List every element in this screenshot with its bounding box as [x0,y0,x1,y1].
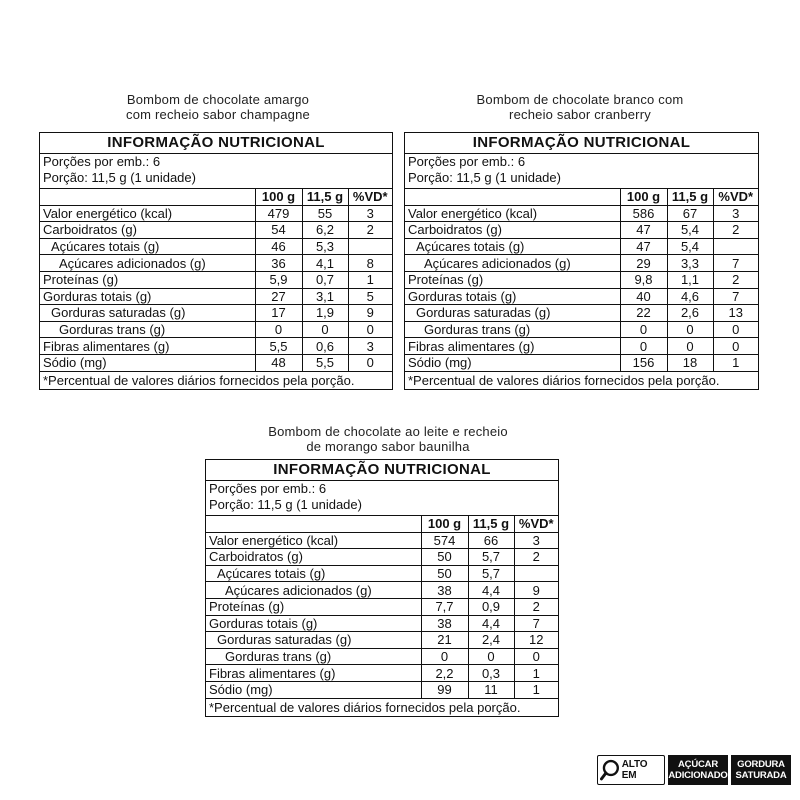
value-100g: 46 [255,238,302,255]
nutrient-label: Açúcares adicionados (g) [405,255,620,272]
value-100g: 48 [255,354,302,371]
value-100g: 50 [421,549,468,566]
nutrient-label: Proteínas (g) [40,271,255,288]
value-vd [514,565,558,582]
value-portion: 4,6 [667,288,713,305]
nutrient-label: Açúcares totais (g) [405,238,620,255]
table-row [40,288,392,305]
value-vd: 0 [713,338,758,355]
nutrition-table [206,515,558,699]
value-vd: 8 [348,255,392,272]
value-portion: 5,4 [667,222,713,239]
nutrient-label: Proteínas (g) [405,271,620,288]
value-vd: 0 [713,321,758,338]
caption-line: recheio sabor cranberry [509,107,651,122]
table-row [405,271,758,288]
blank-header [40,189,255,206]
seal-line: ADICIONADO [668,770,728,781]
nutrient-label: Açúcares totais (g) [206,565,421,582]
value-portion: 4,4 [468,615,514,632]
value-portion: 5,7 [468,549,514,566]
nutrient-label: Valor energético (kcal) [405,205,620,222]
column-header: 11,5 g [468,516,514,533]
seal-line: GORDURA [737,759,785,770]
blank-header [405,189,620,206]
table-row [40,321,392,338]
value-vd: 7 [514,615,558,632]
nutrient-label: Sódio (mg) [40,354,255,371]
value-vd: 0 [514,648,558,665]
caption-line: Bombom de chocolate ao leite e recheio [268,424,508,439]
value-vd: 9 [514,582,558,599]
value-100g: 54 [255,222,302,239]
column-header: 11,5 g [302,189,348,206]
value-100g: 21 [421,632,468,649]
value-portion: 0,7 [302,271,348,288]
value-vd: 7 [713,288,758,305]
table-row [40,222,392,239]
table-header-row [405,189,758,206]
blank-header [206,516,421,533]
value-100g: 574 [421,532,468,549]
footnote: *Percentual de valores diários fornecidos pela porção. [209,699,521,715]
value-100g: 5,5 [255,338,302,355]
table-row [206,615,558,632]
nutrition-table [40,188,392,372]
value-100g: 0 [421,648,468,665]
value-vd: 2 [713,222,758,239]
table-row [405,255,758,272]
nutrient-label: Açúcares adicionados (g) [206,582,421,599]
value-portion: 5,5 [302,354,348,371]
value-portion: 5,4 [667,238,713,255]
nutrient-label: Valor energético (kcal) [206,532,421,549]
column-header: 100 g [255,189,302,206]
nutrient-label: Sódio (mg) [206,681,421,698]
nutrient-label: Fibras alimentares (g) [405,338,620,355]
nutrient-label: Carboidratos (g) [206,549,421,566]
table-row [40,205,392,222]
column-header: 100 g [421,516,468,533]
servings-per-package: Porções por emb.: 6 [209,481,327,496]
table-row [405,305,758,322]
table-row [206,681,558,698]
table-row [405,354,758,371]
value-vd: 7 [713,255,758,272]
nutrition-panel-amargo [39,132,393,390]
nutrient-label: Sódio (mg) [405,354,620,371]
table-row [206,632,558,649]
nutrient-label: Açúcares totais (g) [40,238,255,255]
column-header: %VD* [514,516,558,533]
table-row [405,222,758,239]
table-row [206,598,558,615]
panel-caption [88,92,348,122]
nutrition-panel-ao-leite [205,459,559,717]
nutrient-label: Açúcares adicionados (g) [40,255,255,272]
value-100g: 99 [421,681,468,698]
value-100g: 5,9 [255,271,302,288]
value-vd: 0 [348,321,392,338]
column-header: %VD* [713,189,758,206]
column-header: %VD* [348,189,392,206]
value-portion: 2,4 [468,632,514,649]
serving-size: Porção: 11,5 g (1 unidade) [209,497,362,512]
panel-title: INFORMAÇÃO NUTRICIONAL [206,460,558,481]
caption-line: Bombom de chocolate amargo [126,92,310,107]
column-header: 100 g [620,189,667,206]
table-row [405,321,758,338]
value-vd: 9 [348,305,392,322]
value-portion: 5,3 [302,238,348,255]
nutrient-label: Gorduras trans (g) [206,648,421,665]
value-portion: 0 [468,648,514,665]
value-portion: 11 [468,681,514,698]
value-vd: 1 [348,271,392,288]
value-portion: 3,1 [302,288,348,305]
value-portion: 5,7 [468,565,514,582]
value-vd [348,238,392,255]
value-100g: 586 [620,205,667,222]
value-100g: 38 [421,615,468,632]
value-100g: 38 [421,582,468,599]
caption-line: Bombom de chocolate branco com [476,92,684,107]
nutrient-label: Gorduras totais (g) [405,288,620,305]
servings-per-package: Porções por emb.: 6 [408,154,526,169]
value-portion: 0,3 [468,665,514,682]
value-portion: 4,4 [468,582,514,599]
nutrient-label: Fibras alimentares (g) [40,338,255,355]
value-100g: 36 [255,255,302,272]
nutrient-label: Gorduras totais (g) [206,615,421,632]
value-vd: 1 [514,681,558,698]
serving-size: Porção: 11,5 g (1 unidade) [408,170,561,185]
footnote: *Percentual de valores diários fornecidos pela porção. [408,372,720,388]
table-row [40,238,392,255]
nutrient-label: Gorduras saturadas (g) [40,305,255,322]
value-vd: 0 [348,354,392,371]
footnote: *Percentual de valores diários fornecidos pela porção. [43,372,355,388]
table-row [206,532,558,549]
value-vd: 2 [348,222,392,239]
panel-caption [238,424,538,454]
value-portion: 66 [468,532,514,549]
seal-line: SATURADA [735,770,787,781]
value-100g: 0 [620,321,667,338]
table-row [206,648,558,665]
table-row [206,549,558,566]
value-100g: 7,7 [421,598,468,615]
caption-line: com recheio sabor champagne [126,107,310,122]
value-vd: 12 [514,632,558,649]
value-100g: 17 [255,305,302,322]
value-portion: 3,3 [667,255,713,272]
value-vd: 3 [348,338,392,355]
table-row [206,665,558,682]
table-row [206,565,558,582]
serving-size: Porção: 11,5 g (1 unidade) [43,170,196,185]
value-vd: 2 [713,271,758,288]
nutrient-label: Carboidratos (g) [40,222,255,239]
value-vd: 13 [713,305,758,322]
value-100g: 9,8 [620,271,667,288]
panel-title: INFORMAÇÃO NUTRICIONAL [405,133,758,154]
value-100g: 22 [620,305,667,322]
value-portion: 0,6 [302,338,348,355]
seal-line: AÇÚCAR [678,759,718,770]
servings-per-package: Porções por emb.: 6 [43,154,161,169]
value-portion: 0 [667,338,713,355]
acucar-adicionado-seal [668,755,728,785]
value-vd: 1 [713,354,758,371]
value-100g: 47 [620,222,667,239]
nutrient-label: Proteínas (g) [206,598,421,615]
value-vd: 5 [348,288,392,305]
table-row [40,305,392,322]
caption-line: de morango sabor baunilha [306,439,470,454]
table-row [40,338,392,355]
nutrition-table [405,188,758,372]
nutrient-label: Valor energético (kcal) [40,205,255,222]
value-vd: 3 [713,205,758,222]
magnifier-icon [600,759,620,781]
nutrient-label: Gorduras trans (g) [405,321,620,338]
value-portion: 0 [302,321,348,338]
nutrient-label: Gorduras totais (g) [40,288,255,305]
nutrient-label: Gorduras saturadas (g) [405,305,620,322]
panel-caption [448,92,712,122]
value-portion: 0 [667,321,713,338]
value-portion: 1,1 [667,271,713,288]
nutrient-label: Gorduras trans (g) [40,321,255,338]
panel-title: INFORMAÇÃO NUTRICIONAL [40,133,392,154]
nutrient-label: Carboidratos (g) [405,222,620,239]
column-header: 11,5 g [667,189,713,206]
table-header-row [206,516,558,533]
table-row [405,205,758,222]
value-100g: 0 [620,338,667,355]
value-portion: 2,6 [667,305,713,322]
nutrient-label: Fibras alimentares (g) [206,665,421,682]
alto-em-label: ALTO EM [621,759,648,781]
value-100g: 0 [255,321,302,338]
table-row [40,255,392,272]
table-row [40,354,392,371]
value-portion: 1,9 [302,305,348,322]
alto-em-seal [597,755,665,785]
value-portion: 4,1 [302,255,348,272]
table-row [206,582,558,599]
value-portion: 67 [667,205,713,222]
value-100g: 29 [620,255,667,272]
value-100g: 156 [620,354,667,371]
value-portion: 55 [302,205,348,222]
value-vd: 2 [514,549,558,566]
table-row [40,271,392,288]
value-vd: 2 [514,598,558,615]
value-vd: 1 [514,665,558,682]
table-header-row [40,189,392,206]
table-row [405,238,758,255]
nutrition-panel-branco [404,132,759,390]
value-portion: 18 [667,354,713,371]
value-vd: 3 [348,205,392,222]
nutrient-label: Gorduras saturadas (g) [206,632,421,649]
table-row [405,288,758,305]
value-100g: 2,2 [421,665,468,682]
value-vd [713,238,758,255]
value-100g: 50 [421,565,468,582]
value-vd: 3 [514,532,558,549]
gordura-saturada-seal [731,755,791,785]
front-warning-seals [597,755,791,785]
value-100g: 40 [620,288,667,305]
value-100g: 479 [255,205,302,222]
value-100g: 27 [255,288,302,305]
value-portion: 0,9 [468,598,514,615]
table-row [405,338,758,355]
value-portion: 6,2 [302,222,348,239]
value-100g: 47 [620,238,667,255]
